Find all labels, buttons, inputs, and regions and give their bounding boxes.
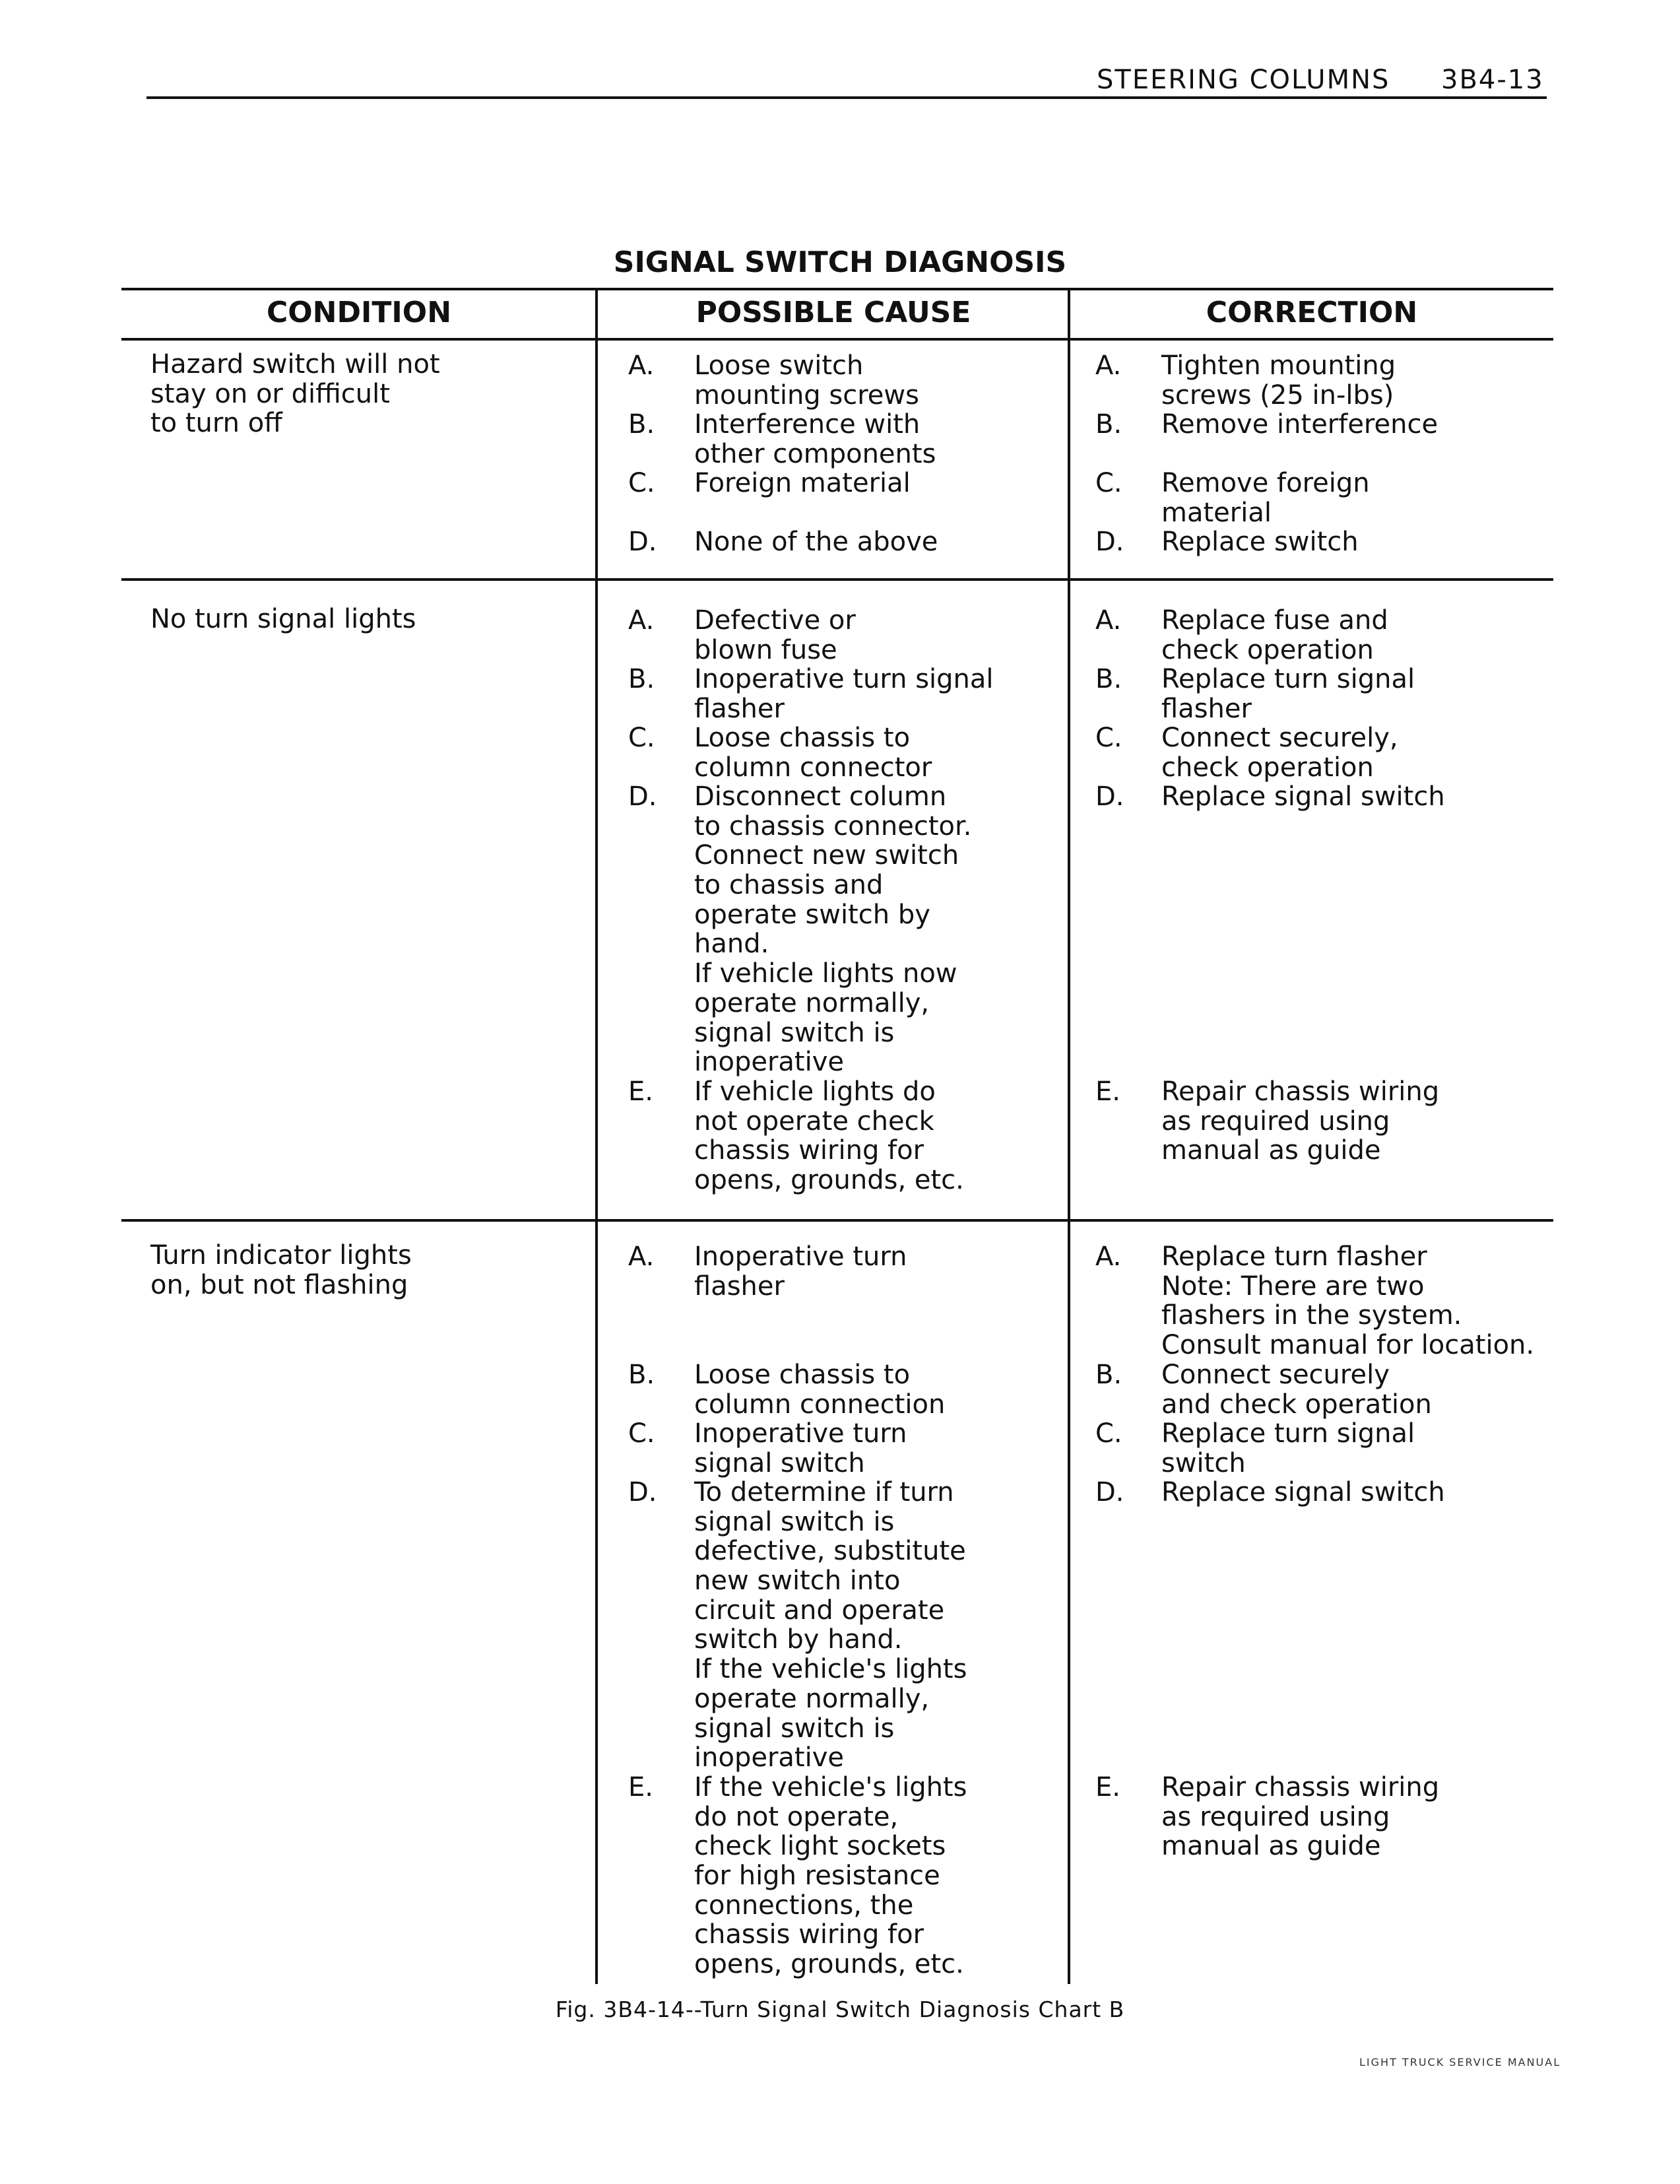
item-line: Loose switch xyxy=(694,350,864,381)
item-letter: E. xyxy=(1095,1772,1120,1803)
condition-line: stay on or difficult xyxy=(150,378,390,409)
item-text xyxy=(1161,351,1396,410)
item-line: Repair chassis wiring xyxy=(1161,1772,1440,1803)
item-letter: C. xyxy=(1095,723,1122,753)
item-line: connections, the xyxy=(694,1890,914,1921)
item-letter: B. xyxy=(628,409,655,440)
item-letter: C. xyxy=(628,1418,655,1449)
item-line: If vehicle lights now xyxy=(694,958,957,989)
item-line: manual as guide xyxy=(1161,1831,1381,1862)
item-text xyxy=(1161,723,1398,782)
item-line: Replace turn signal xyxy=(1161,664,1415,694)
item-text xyxy=(694,782,972,1077)
item-line: Loose chassis to xyxy=(694,723,911,753)
item-letter: B. xyxy=(628,664,655,694)
item-text xyxy=(1161,782,1445,812)
item-line: If the vehicle's lights xyxy=(694,1654,967,1685)
item-letter: B. xyxy=(1095,664,1122,694)
item-line: defective, substitute xyxy=(694,1536,966,1567)
item-letter: B. xyxy=(1095,1360,1122,1390)
item-letter: D. xyxy=(1095,781,1124,812)
item-line: operate normally, xyxy=(694,1683,930,1714)
item-line: signal switch is xyxy=(694,1506,895,1537)
item-line: Defective or xyxy=(694,605,856,636)
item-line: operate normally, xyxy=(694,987,930,1018)
row-divider xyxy=(121,1219,1553,1222)
item-text xyxy=(694,527,938,557)
item-letter: A. xyxy=(628,350,655,381)
item-text xyxy=(694,351,919,410)
item-line: signal switch is xyxy=(694,1713,895,1744)
condition-line: Hazard switch will not xyxy=(150,349,440,380)
condition-line: to turn off xyxy=(150,408,282,439)
item-line: material xyxy=(1161,497,1272,528)
item-line: Replace signal switch xyxy=(1161,1477,1445,1507)
item-text xyxy=(694,469,911,498)
item-text xyxy=(694,1773,967,1979)
item-text xyxy=(694,1242,907,1301)
item-line: flasher xyxy=(694,693,785,724)
item-text xyxy=(1161,1478,1445,1507)
item-letter: A. xyxy=(1095,350,1122,381)
item-line: operate switch by xyxy=(694,899,930,930)
column-header-correction: CORRECTION xyxy=(1206,296,1418,329)
item-line: Interference with xyxy=(694,409,921,440)
item-line: Inoperative turn xyxy=(694,1418,907,1449)
item-line: If vehicle lights do xyxy=(694,1076,936,1107)
table-top-rule xyxy=(121,288,1553,290)
item-line: and check operation xyxy=(1161,1389,1432,1420)
item-line: Note: There are two xyxy=(1161,1271,1425,1302)
item-text xyxy=(1161,1773,1439,1861)
item-text xyxy=(1161,1242,1534,1360)
item-letter: A. xyxy=(628,605,655,636)
item-line: Foreign material xyxy=(694,468,911,498)
item-line: If the vehicle's lights xyxy=(694,1772,967,1803)
section-title: STEERING COLUMNS xyxy=(1097,65,1390,95)
item-line: Remove interference xyxy=(1161,409,1438,440)
item-letter: D. xyxy=(1095,1477,1124,1507)
item-letter: C. xyxy=(628,723,655,753)
item-line: other components xyxy=(694,438,936,469)
item-line: Connect securely xyxy=(1161,1360,1390,1390)
item-line: Replace signal switch xyxy=(1161,781,1445,812)
item-line: Connect securely, xyxy=(1161,723,1398,753)
item-letter: E. xyxy=(1095,1076,1120,1107)
item-line: opens, grounds, etc. xyxy=(694,1165,964,1196)
item-text xyxy=(694,410,936,469)
item-line: check operation xyxy=(1161,752,1374,783)
item-line: Inoperative turn signal xyxy=(694,664,994,694)
item-line: circuit and operate xyxy=(694,1595,945,1626)
condition-text xyxy=(150,350,440,438)
item-line: Loose chassis to xyxy=(694,1360,911,1390)
item-line: To determine if turn xyxy=(694,1477,954,1507)
item-line: Replace fuse and xyxy=(1161,605,1388,636)
item-text xyxy=(694,665,994,723)
table-title: SIGNAL SWITCH DIAGNOSIS xyxy=(613,246,1067,279)
item-line: Consult manual for location. xyxy=(1161,1330,1535,1361)
item-line: Disconnect column xyxy=(694,781,947,812)
item-line: flasher xyxy=(1161,693,1252,724)
header-rule xyxy=(146,96,1547,99)
item-line: column connector xyxy=(694,752,932,783)
item-letter: E. xyxy=(628,1076,653,1107)
item-line: Connect new switch xyxy=(694,840,959,871)
item-text xyxy=(1161,1077,1439,1166)
item-line: check operation xyxy=(1161,634,1374,665)
item-line: hand. xyxy=(694,929,769,960)
column-header-cause: POSSIBLE CAUSE xyxy=(695,296,971,329)
item-letter: D. xyxy=(628,1477,657,1507)
item-line: to chassis and xyxy=(694,870,884,901)
condition-text xyxy=(150,605,416,634)
item-text xyxy=(694,723,932,782)
item-line: as required using xyxy=(1161,1106,1390,1137)
item-line: column connection xyxy=(694,1389,946,1420)
item-letter: D. xyxy=(628,527,657,557)
item-line: Replace switch xyxy=(1161,527,1359,557)
item-line: inoperative xyxy=(694,1047,844,1078)
condition-text xyxy=(150,1241,412,1300)
item-line: Repair chassis wiring xyxy=(1161,1076,1440,1107)
column-divider xyxy=(595,288,598,1984)
item-text xyxy=(1161,1360,1432,1419)
item-line: new switch into xyxy=(694,1566,901,1597)
column-header-condition: CONDITION xyxy=(266,296,452,329)
figure-caption: Fig. 3B4-14--Turn Signal Switch Diagnosis Chart B xyxy=(555,1997,1125,2022)
page-number: 3B4-13 xyxy=(1441,65,1544,95)
item-text xyxy=(694,606,856,665)
item-text xyxy=(1161,527,1359,557)
item-line: mounting screws xyxy=(694,380,919,411)
item-text xyxy=(694,1419,907,1478)
item-line: Replace turn signal xyxy=(1161,1418,1415,1449)
column-divider xyxy=(1068,288,1070,1984)
item-text xyxy=(1161,606,1388,665)
item-text xyxy=(1161,469,1370,527)
item-text xyxy=(1161,665,1415,723)
item-letter: C. xyxy=(1095,1418,1122,1449)
item-text xyxy=(694,1478,967,1773)
item-line: screws (25 in-lbs) xyxy=(1161,380,1394,411)
item-line: Tighten mounting xyxy=(1161,350,1396,381)
item-line: not operate check xyxy=(694,1106,934,1137)
item-text xyxy=(1161,1419,1415,1478)
row-divider xyxy=(121,578,1553,581)
item-line: flasher xyxy=(694,1271,785,1302)
item-line: chassis wiring for xyxy=(694,1135,924,1166)
footer-text: LIGHT TRUCK SERVICE MANUAL xyxy=(1359,2056,1561,2068)
item-letter: C. xyxy=(628,468,655,498)
item-line: Remove foreign xyxy=(1161,468,1370,498)
condition-line: No turn signal lights xyxy=(150,604,416,634)
item-letter: B. xyxy=(1095,409,1122,440)
item-line: signal switch xyxy=(694,1447,865,1478)
item-line: for high resistance xyxy=(694,1861,940,1892)
item-line: blown fuse xyxy=(694,634,837,665)
item-line: as required using xyxy=(1161,1801,1390,1832)
header-bottom-rule xyxy=(121,338,1553,341)
item-letter: B. xyxy=(628,1360,655,1390)
condition-line: on, but not flashing xyxy=(150,1269,408,1300)
item-line: switch by hand. xyxy=(694,1624,903,1655)
item-line: signal switch is xyxy=(694,1017,895,1048)
item-letter: D. xyxy=(1095,527,1124,557)
item-text xyxy=(694,1360,945,1419)
item-letter: E. xyxy=(628,1772,653,1803)
item-letter: C. xyxy=(1095,468,1122,498)
item-line: switch xyxy=(1161,1447,1246,1478)
item-line: manual as guide xyxy=(1161,1135,1381,1166)
item-letter: D. xyxy=(628,781,657,812)
item-letter: A. xyxy=(1095,605,1122,636)
item-line: opens, grounds, etc. xyxy=(694,1949,964,1980)
item-line: to chassis connector. xyxy=(694,811,972,842)
item-line: None of the above xyxy=(694,527,938,557)
item-line: chassis wiring for xyxy=(694,1919,924,1950)
item-line: flashers in the system. xyxy=(1161,1300,1462,1331)
item-line: Inoperative turn xyxy=(694,1241,907,1272)
item-letter: A. xyxy=(1095,1241,1122,1272)
item-line: inoperative xyxy=(694,1742,844,1773)
item-text xyxy=(1161,410,1438,440)
item-text xyxy=(694,1077,964,1195)
condition-line: Turn indicator lights xyxy=(150,1240,412,1271)
item-line: do not operate, xyxy=(694,1801,899,1832)
item-letter: A. xyxy=(628,1241,655,1272)
item-line: check light sockets xyxy=(694,1831,946,1862)
item-line: Replace turn flasher xyxy=(1161,1241,1427,1272)
